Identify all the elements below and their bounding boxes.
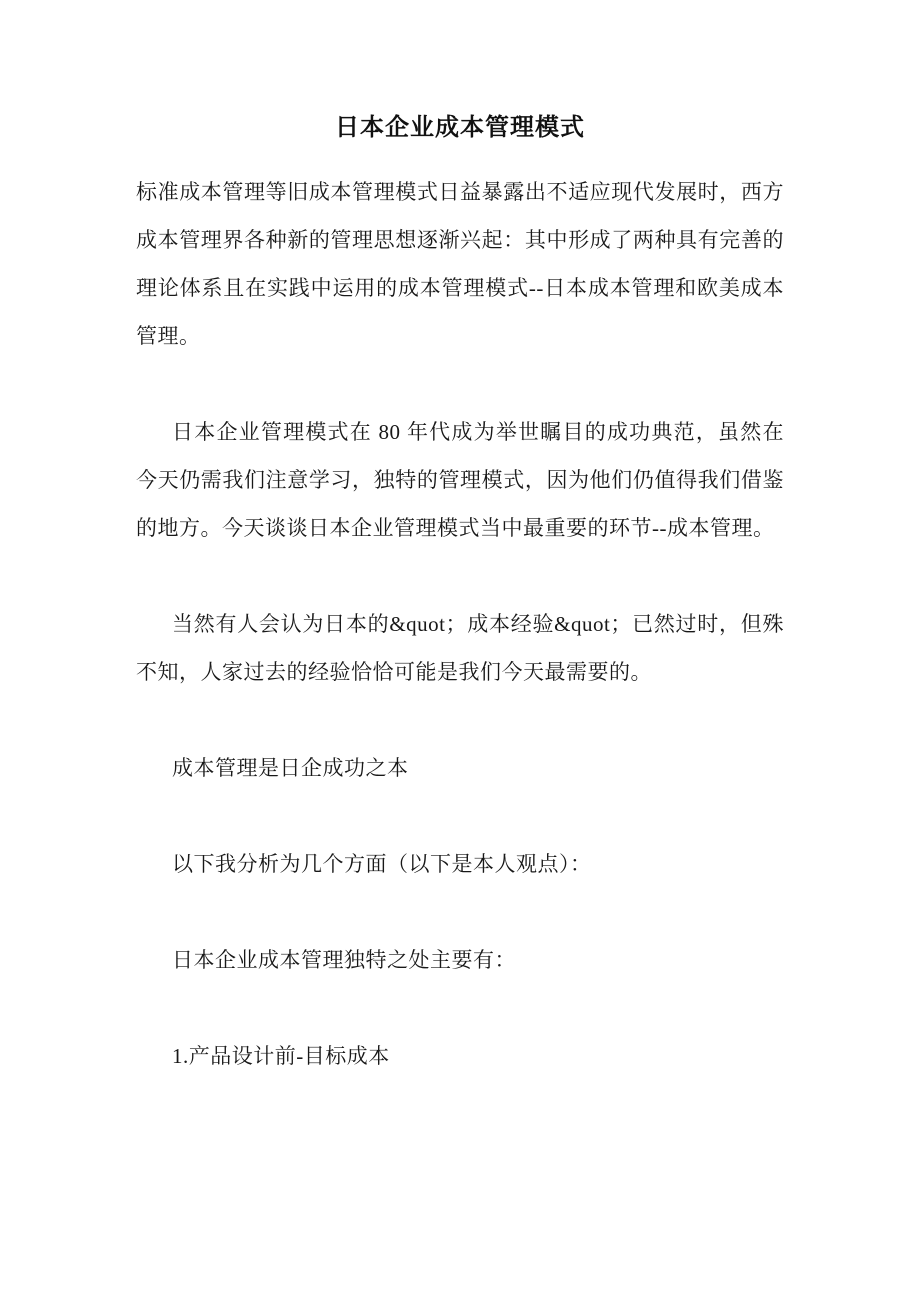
paragraph-item-1-target-cost: 1.产品设计前-目标成本 (172, 1044, 390, 1068)
paragraph-unique-points: 日本企业成本管理独特之处主要有： (172, 948, 516, 972)
paragraph-japan-80s: 日本企业管理模式在 80 年代成为举世瞩目的成功典范，虽然在今天仍需我们注意学习，独特的管理模式，因为他们仍值得我们借鉴的地方。今天谈谈日本企业管理模式当中最重要的环节--成本管理。 (136, 420, 784, 540)
paragraph-intro: 标准成本管理等旧成本管理模式日益暴露出不适应现代发展时，西方成本管理界各种新的管理思想逐渐兴起：其中形成了两种具有完善的理论体系且在实践中运用的成本管理模式--日本成本管理和欧美成本管理。 (136, 180, 784, 348)
paragraph-success-root: 成本管理是日企成功之本 (172, 756, 409, 780)
document-title: 日本企业成本管理模式 (335, 115, 585, 141)
paragraph-analysis-intro: 以下我分析为几个方面（以下是本人观点）： (172, 852, 592, 876)
paragraph-cost-experience: 当然有人会认为日本的&quot；成本经验&quot；已然过时，但殊不知，人家过去的经验恰恰可能是我们今天最需要的。 (136, 612, 784, 684)
